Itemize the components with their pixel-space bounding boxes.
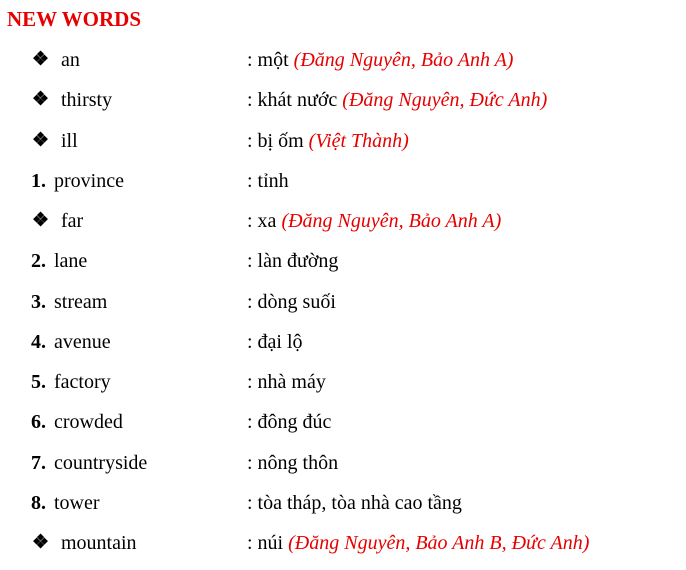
word-term: stream [54,291,108,313]
word-term: lane [54,250,88,272]
word-term: countryside [54,452,148,474]
contributor-note: (Đăng Nguyên, Bảo Anh B, Đức Anh) [288,532,590,554]
word-definition: : tỉnh [247,170,289,192]
word-definition: : tòa tháp, tòa nhà cao tầng [247,492,462,514]
word-row [0,207,686,235]
word-definition-line [247,167,289,195]
word-definition-line [247,489,462,517]
contributor-note: (Việt Thành) [308,130,409,152]
contributor-note: (Đăng Nguyên, Bảo Anh A) [293,49,514,71]
contributor-note: (Đăng Nguyên, Đức Anh) [342,89,548,111]
item-number: 4. [31,331,46,353]
word-definition-line [247,328,303,356]
diamond-bullet-icon: ❖ [32,89,50,110]
word-definition: : nông thôn [247,452,339,474]
word-definition: : bị ốm [247,130,304,152]
item-number: 5. [31,371,46,393]
word-row [0,449,686,477]
diamond-bullet-icon: ❖ [32,210,50,231]
word-definition-line [247,207,501,235]
item-number: 6. [31,411,46,433]
word-term: factory [54,371,111,393]
word-row [0,127,686,155]
word-definition-line [247,368,326,396]
contributor-note: (Đăng Nguyên, Bảo Anh A) [281,210,502,232]
page-title: NEW WORDS [7,7,142,31]
word-term: ill [61,130,78,152]
word-definition: : dòng suối [247,291,336,313]
word-term: thirsty [61,89,113,111]
diamond-bullet-icon: ❖ [32,130,50,151]
word-term: tower [54,492,100,514]
word-row [0,86,686,114]
item-number: 1. [31,170,46,192]
item-number: 7. [31,452,46,474]
word-term: province [54,170,124,192]
word-row [0,46,686,74]
diamond-bullet-icon: ❖ [32,49,50,70]
word-definition: : xa [247,210,277,232]
word-definition-line [247,408,331,436]
word-definition-line [247,127,409,155]
item-number: 3. [31,291,46,313]
word-definition-line [247,86,547,114]
word-definition: : nhà máy [247,371,326,393]
word-row [0,368,686,396]
word-term: crowded [54,411,123,433]
word-term: mountain [61,532,137,554]
word-definition-line [247,46,513,74]
word-term: an [61,49,80,71]
diamond-bullet-icon: ❖ [32,532,50,553]
word-definition-line [247,529,589,557]
word-row [0,167,686,195]
word-row [0,489,686,517]
word-term: far [61,210,84,232]
word-definition: : làn đường [247,250,339,272]
item-number: 2. [31,250,46,272]
word-row [0,328,686,356]
word-row [0,288,686,316]
word-definition: : khát nước [247,89,338,111]
word-term: avenue [54,331,111,353]
word-definition-line [247,288,336,316]
word-definition: : đông đúc [247,411,332,433]
word-row [0,247,686,275]
word-definition: : một [247,49,289,71]
word-definition-line [247,247,338,275]
word-definition: : núi [247,532,284,554]
word-row [0,529,686,557]
item-number: 8. [31,492,46,514]
word-definition: : đại lộ [247,331,303,353]
word-definition-line [247,449,338,477]
word-row [0,408,686,436]
